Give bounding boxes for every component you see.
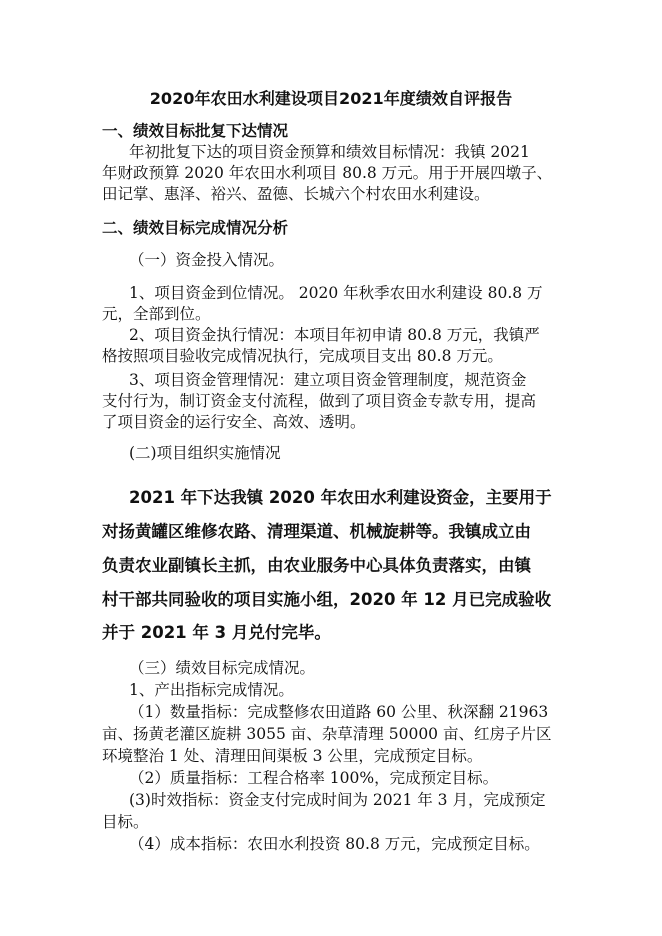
section-heading-2: 二、绩效目标完成情况分析 [102,219,289,237]
paragraph-line: (3)时效指标：资金支付完成时间为 2021 年 3 月，完成预定 [129,791,546,809]
subsection-heading: (二)项目组织实施情况 [129,444,281,462]
paragraph-line: 年财政预算 2020 年农田水利项目 80.8 万元。用于开展四墩子、 [102,164,553,182]
section-heading-1: 一、绩效目标批复下达情况 [102,122,289,140]
paragraph-line: （1）数量指标：完成整修农田道路 60 公里、秋深翻 21963 [129,703,549,721]
paragraph-line: 目标。 [102,813,149,831]
bold-paragraph-line: 2021 年下达我镇 2020 年农田水利建设资金，主要用于 [129,488,552,507]
document-title: 2020年农田水利建设项目2021年度绩效自评报告 [149,89,513,108]
subsection-heading: （一）资金投入情况。 [129,251,285,269]
paragraph-line: 格按照项目验收完成情况执行，完成项目支出 80.8 万元。 [102,347,503,365]
bold-paragraph-line: 村干部共同验收的项目实施小组，2020 年 12 月已完成验收 [102,590,552,609]
paragraph-line: 元，全部到位。 [102,305,211,323]
paragraph-line: 亩、扬黄老灌区旋耕 3055 亩、杂草清理 50000 亩、红房子片区 [102,725,552,743]
paragraph-line: 年初批复下达的项目资金预算和绩效目标情况：我镇 2021 [129,143,530,161]
paragraph-line: 环境整治 1 处、清理田间渠板 3 公里，完成预定目标。 [102,747,483,765]
paragraph-line: 支付行为，制订资金支付流程，做到了项目资金专款专用，提高 [102,392,537,410]
bold-paragraph-line: 负责农业副镇长主抓，由农业服务中心具体负责落实，由镇 [102,556,531,575]
paragraph-line: 田记掌、惠泽、裕兴、盈德、长城六个村农田水利建设。 [102,185,490,203]
paragraph-line: （4）成本指标：农田水利投资 80.8 万元，完成预定目标。 [129,835,540,853]
paragraph-line: 了项目资金的运行安全、高效、透明。 [102,413,366,431]
paragraph-line: 3、项目资金管理情况：建立项目资金管理制度，规范资金 [129,371,527,389]
bold-paragraph-line: 对扬黄罐区维修农路、清理渠道、机械旋耕等。我镇成立由 [102,522,531,541]
paragraph-line: 1、项目资金到位情况。 2020 年秋季农田水利建设 80.8 万 [129,284,543,302]
bold-paragraph-line: 并于 2021 年 3 月兑付完毕。 [102,623,331,642]
subsection-heading: （三）绩效目标完成情况。 [129,659,316,677]
paragraph-line: 1、产出指标完成情况。 [129,681,294,699]
paragraph-line: （2）质量指标：工程合格率 100%，完成预定目标。 [129,769,499,787]
paragraph-line: 2、项目资金执行情况：本项目年初申请 80.8 万元，我镇严 [129,326,540,344]
